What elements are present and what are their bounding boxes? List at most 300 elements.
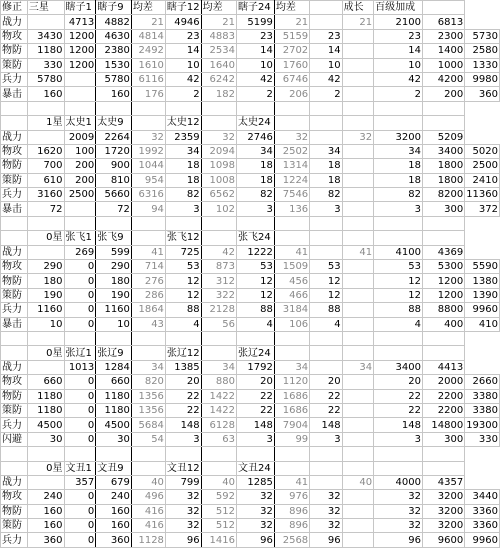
table-cell[interactable]: 102 <box>201 202 236 216</box>
table-cell[interactable]: 34 <box>274 360 309 374</box>
table-cell[interactable]: 976 <box>274 490 309 504</box>
table-cell[interactable]: 12 <box>374 274 423 288</box>
table-cell[interactable] <box>342 317 373 331</box>
table-cell[interactable] <box>422 101 464 115</box>
table-cell[interactable]: 6316 <box>131 188 165 202</box>
table-cell[interactable]: 410 <box>465 317 500 331</box>
table-cell[interactable] <box>342 447 373 461</box>
table-cell[interactable] <box>236 216 274 230</box>
table-cell[interactable] <box>422 346 464 360</box>
table-cell[interactable]: 5199 <box>236 15 274 29</box>
table-cell[interactable]: 太史24 <box>236 116 274 130</box>
table-cell[interactable]: 三星 <box>27 1 64 15</box>
table-cell[interactable] <box>310 331 342 345</box>
table-cell[interactable]: 5730 <box>465 29 500 43</box>
table-cell[interactable]: 修正 <box>1 1 28 15</box>
table-cell[interactable]: 32 <box>374 504 423 518</box>
table-cell[interactable]: 240 <box>96 490 132 504</box>
table-cell[interactable]: 4882 <box>96 15 132 29</box>
table-cell[interactable]: 瞎子1 <box>64 1 96 15</box>
table-cell[interactable] <box>374 231 423 245</box>
table-cell[interactable]: 物攻 <box>1 29 28 43</box>
table-cell[interactable]: 34 <box>201 360 236 374</box>
table-cell[interactable]: 1330 <box>465 58 500 72</box>
table-cell[interactable]: 1200 <box>64 29 96 43</box>
table-cell[interactable]: 物防 <box>1 44 28 58</box>
table-cell[interactable]: 文丑9 <box>96 461 132 475</box>
table-cell[interactable] <box>96 331 132 345</box>
table-cell[interactable]: 18 <box>374 173 423 187</box>
table-cell[interactable] <box>422 231 464 245</box>
table-cell[interactable]: 9600 <box>422 533 464 547</box>
table-cell[interactable] <box>131 331 165 345</box>
table-cell[interactable]: 0 <box>64 490 96 504</box>
table-cell[interactable]: 7546 <box>274 188 309 202</box>
table-cell[interactable]: 1422 <box>201 403 236 417</box>
table-cell[interactable]: 1380 <box>465 274 500 288</box>
table-cell[interactable]: 1285 <box>236 475 274 489</box>
table-cell[interactable]: 策防 <box>1 403 28 417</box>
table-cell[interactable]: 4 <box>374 317 423 331</box>
table-cell[interactable]: 100 <box>64 144 96 158</box>
table-cell[interactable] <box>27 447 64 461</box>
table-cell[interactable] <box>1 231 28 245</box>
table-cell[interactable] <box>27 475 64 489</box>
table-cell[interactable] <box>374 101 423 115</box>
table-cell[interactable]: 0 <box>64 288 96 302</box>
table-cell[interactable]: 1314 <box>274 159 309 173</box>
table-cell[interactable]: 42 <box>165 72 201 86</box>
table-cell[interactable]: 88 <box>310 303 342 317</box>
table-cell[interactable] <box>342 231 373 245</box>
table-cell[interactable]: 679 <box>96 475 132 489</box>
table-cell[interactable]: 策防 <box>1 288 28 302</box>
table-cell[interactable]: 0 <box>64 432 96 446</box>
table-cell[interactable]: 34 <box>310 144 342 158</box>
table-cell[interactable]: 42 <box>236 72 274 86</box>
table-cell[interactable]: 5300 <box>422 260 464 274</box>
table-cell[interactable]: 1992 <box>131 144 165 158</box>
table-cell[interactable]: 物攻 <box>1 375 28 389</box>
table-cell[interactable]: 0 <box>64 418 96 432</box>
table-cell[interactable] <box>131 346 165 360</box>
table-cell[interactable]: 0 <box>64 260 96 274</box>
table-cell[interactable] <box>374 346 423 360</box>
table-cell[interactable]: 799 <box>165 475 201 489</box>
table-cell[interactable]: 5660 <box>96 188 132 202</box>
table-cell[interactable]: 360 <box>96 533 132 547</box>
table-cell[interactable]: 文丑12 <box>166 462 200 474</box>
table-cell[interactable]: 0 <box>64 317 96 331</box>
table-cell[interactable]: 张辽12 <box>166 347 200 359</box>
table-cell[interactable]: 32 <box>342 130 373 144</box>
table-cell[interactable] <box>342 533 373 547</box>
table-cell[interactable]: 3430 <box>27 29 64 43</box>
table-cell[interactable]: 42 <box>310 72 342 86</box>
table-cell[interactable] <box>64 216 96 230</box>
table-cell[interactable]: 物防 <box>1 159 28 173</box>
table-cell[interactable]: 32 <box>374 490 423 504</box>
table-cell[interactable] <box>342 288 373 302</box>
table-cell[interactable]: 策防 <box>1 519 28 533</box>
table-cell[interactable]: 6562 <box>201 188 236 202</box>
table-cell[interactable]: 0星 <box>27 231 64 245</box>
table-cell[interactable]: 12 <box>310 274 342 288</box>
table-cell[interactable] <box>342 188 373 202</box>
table-cell[interactable]: 22 <box>236 403 274 417</box>
table-cell[interactable] <box>310 216 342 230</box>
table-cell[interactable]: 360 <box>27 533 64 547</box>
table-cell[interactable]: 290 <box>27 260 64 274</box>
table-cell[interactable]: 1180 <box>96 389 132 403</box>
table-cell[interactable]: 9980 <box>465 72 500 86</box>
table-cell[interactable]: 19300 <box>466 419 498 431</box>
table-cell[interactable]: 96 <box>236 533 274 547</box>
table-cell[interactable]: 4 <box>165 317 201 331</box>
table-cell[interactable]: 2500 <box>465 159 500 173</box>
table-cell[interactable] <box>236 331 274 345</box>
table-cell[interactable]: 416 <box>131 519 165 533</box>
table-cell[interactable]: 880 <box>201 375 236 389</box>
table-cell[interactable]: 1008 <box>201 173 236 187</box>
table-cell[interactable]: 1284 <box>96 360 132 374</box>
table-cell[interactable]: 1120 <box>274 375 309 389</box>
table-cell[interactable] <box>342 389 373 403</box>
table-cell[interactable]: 1200 <box>422 288 464 302</box>
table-cell[interactable]: 9960 <box>465 303 500 317</box>
table-cell[interactable] <box>422 447 464 461</box>
table-cell[interactable] <box>165 101 201 115</box>
table-cell[interactable]: 2009 <box>64 130 96 144</box>
table-cell[interactable]: 4000 <box>374 475 423 489</box>
table-cell[interactable]: 1128 <box>131 533 165 547</box>
table-cell[interactable]: 32 <box>374 519 423 533</box>
table-cell[interactable]: 物攻 <box>1 260 28 274</box>
table-cell[interactable]: 3200 <box>374 130 423 144</box>
table-cell[interactable] <box>342 144 373 158</box>
table-cell[interactable] <box>274 116 309 130</box>
table-cell[interactable] <box>201 101 236 115</box>
table-cell[interactable]: 22 <box>374 403 423 417</box>
table-cell[interactable]: 53 <box>374 260 423 274</box>
table-cell[interactable]: 18 <box>374 159 423 173</box>
table-cell[interactable]: 兵力 <box>1 188 28 202</box>
table-cell[interactable]: 1686 <box>274 403 309 417</box>
table-cell[interactable]: 12 <box>310 288 342 302</box>
table-cell[interactable]: 1416 <box>201 533 236 547</box>
table-cell[interactable]: 1422 <box>201 389 236 403</box>
table-cell[interactable]: 18 <box>236 173 274 187</box>
table-cell[interactable]: 820 <box>131 375 165 389</box>
table-cell[interactable]: 1640 <box>201 58 236 72</box>
table-cell[interactable]: 8800 <box>422 303 464 317</box>
table-cell[interactable]: 176 <box>131 87 165 101</box>
table-cell[interactable] <box>236 101 274 115</box>
table-cell[interactable]: 4713 <box>64 15 96 29</box>
table-cell[interactable]: 190 <box>96 288 132 302</box>
table-cell[interactable]: 269 <box>64 245 96 259</box>
table-cell[interactable]: 41 <box>274 475 309 489</box>
table-cell[interactable]: 21 <box>201 15 236 29</box>
table-cell[interactable]: 物防 <box>1 274 28 288</box>
table-cell[interactable] <box>342 58 373 72</box>
table-cell[interactable]: 53 <box>236 260 274 274</box>
table-cell[interactable]: 3 <box>310 432 342 446</box>
table-cell[interactable]: 88 <box>165 303 201 317</box>
table-cell[interactable]: 136 <box>274 202 309 216</box>
table-cell[interactable]: 32 <box>165 490 201 504</box>
table-cell[interactable] <box>374 461 423 475</box>
table-cell[interactable]: 357 <box>64 475 96 489</box>
table-cell[interactable]: 1222 <box>236 245 274 259</box>
table-cell[interactable]: 21 <box>342 15 373 29</box>
table-cell[interactable]: 3160 <box>27 188 64 202</box>
table-cell[interactable]: 22 <box>236 389 274 403</box>
table-cell[interactable]: 4500 <box>96 418 132 432</box>
table-cell[interactable] <box>1 101 28 115</box>
table-cell[interactable] <box>64 87 96 101</box>
table-cell[interactable] <box>1 331 28 345</box>
table-cell[interactable]: 4369 <box>422 245 464 259</box>
table-cell[interactable] <box>131 116 165 130</box>
table-cell[interactable]: 286 <box>131 288 165 302</box>
table-cell[interactable]: 20 <box>165 375 201 389</box>
table-cell[interactable]: 5684 <box>131 418 165 432</box>
table-cell[interactable]: 张飞12 <box>166 232 200 244</box>
table-cell[interactable] <box>342 274 373 288</box>
table-cell[interactable] <box>27 130 64 144</box>
table-cell[interactable]: 10 <box>310 58 342 72</box>
table-cell[interactable]: 30 <box>27 432 64 446</box>
table-cell[interactable] <box>342 72 373 86</box>
table-cell[interactable]: 2100 <box>374 15 423 29</box>
table-cell[interactable]: 22 <box>310 389 342 403</box>
table-cell[interactable]: 22 <box>310 403 342 417</box>
table-cell[interactable]: 2200 <box>422 389 464 403</box>
table-cell[interactable] <box>27 101 64 115</box>
table-cell[interactable]: 2568 <box>274 533 309 547</box>
table-cell[interactable] <box>310 1 342 15</box>
table-cell[interactable]: 6813 <box>422 15 464 29</box>
table-cell[interactable]: 22 <box>374 389 423 403</box>
table-cell[interactable]: 660 <box>96 375 132 389</box>
table-cell[interactable] <box>96 447 132 461</box>
table-cell[interactable]: 1800 <box>422 159 464 173</box>
table-cell[interactable]: 700 <box>27 159 64 173</box>
table-cell[interactable]: 4500 <box>27 418 64 432</box>
table-cell[interactable]: 12 <box>165 274 201 288</box>
table-cell[interactable]: 2410 <box>465 173 500 187</box>
table-cell[interactable]: 兵力 <box>1 303 28 317</box>
table-cell[interactable]: 900 <box>96 159 132 173</box>
table-cell[interactable] <box>310 116 342 130</box>
table-cell[interactable]: 9960 <box>465 533 500 547</box>
table-cell[interactable] <box>201 346 236 360</box>
table-cell[interactable]: 5020 <box>465 144 500 158</box>
table-cell[interactable]: 0 <box>64 533 96 547</box>
table-cell[interactable] <box>27 216 64 230</box>
table-cell[interactable] <box>165 331 201 345</box>
table-cell[interactable]: 22 <box>165 403 201 417</box>
table-cell[interactable] <box>1 346 28 360</box>
table-cell[interactable]: 均差 <box>131 1 165 15</box>
table-cell[interactable]: 1760 <box>274 58 309 72</box>
table-cell[interactable]: 32 <box>236 519 274 533</box>
table-cell[interactable] <box>422 331 464 345</box>
table-cell[interactable]: 99 <box>274 432 309 446</box>
table-cell[interactable] <box>374 216 423 230</box>
table-cell[interactable]: 276 <box>131 274 165 288</box>
table-cell[interactable]: 4100 <box>374 245 423 259</box>
table-cell[interactable]: 34 <box>236 144 274 158</box>
table-cell[interactable]: 312 <box>201 274 236 288</box>
table-cell[interactable] <box>165 447 201 461</box>
table-cell[interactable] <box>310 231 342 245</box>
table-cell[interactable]: 1180 <box>96 403 132 417</box>
table-cell[interactable]: 714 <box>131 260 165 274</box>
table-cell[interactable]: 330 <box>465 432 500 446</box>
table-cell[interactable]: 18 <box>165 173 201 187</box>
table-cell[interactable]: 3200 <box>422 519 464 533</box>
table-cell[interactable]: 1720 <box>96 144 132 158</box>
table-cell[interactable]: 张辽1 <box>64 346 96 360</box>
table-cell[interactable]: 1509 <box>274 260 309 274</box>
table-cell[interactable] <box>342 432 373 446</box>
table-cell[interactable]: 1200 <box>422 274 464 288</box>
table-cell[interactable]: 闪避 <box>1 432 28 446</box>
table-cell[interactable]: 14 <box>165 44 201 58</box>
table-cell[interactable] <box>131 231 165 245</box>
table-cell[interactable]: 14 <box>310 44 342 58</box>
table-cell[interactable]: 206 <box>274 87 309 101</box>
table-cell[interactable]: 3360 <box>465 519 500 533</box>
table-cell[interactable]: 32 <box>131 130 165 144</box>
table-cell[interactable]: 400 <box>422 317 464 331</box>
table-cell[interactable]: 82 <box>310 188 342 202</box>
table-cell[interactable]: 53 <box>165 260 201 274</box>
table-cell[interactable] <box>374 447 423 461</box>
table-cell[interactable]: 456 <box>274 274 309 288</box>
table-cell[interactable] <box>342 260 373 274</box>
table-cell[interactable]: 34 <box>165 144 201 158</box>
table-cell[interactable]: 330 <box>27 58 64 72</box>
table-cell[interactable]: 均差 <box>201 1 236 15</box>
table-cell[interactable] <box>131 461 165 475</box>
table-cell[interactable]: 3400 <box>374 360 423 374</box>
table-cell[interactable] <box>310 346 342 360</box>
table-cell[interactable]: 1620 <box>27 144 64 158</box>
table-cell[interactable] <box>342 216 373 230</box>
table-cell[interactable] <box>342 331 373 345</box>
table-cell[interactable]: 20 <box>374 375 423 389</box>
table-cell[interactable]: 0星 <box>27 346 64 360</box>
table-cell[interactable]: 72 <box>27 202 64 216</box>
table-cell[interactable]: 182 <box>201 87 236 101</box>
table-cell[interactable]: 41 <box>131 245 165 259</box>
table-cell[interactable]: 2000 <box>422 375 464 389</box>
table-cell[interactable] <box>274 447 309 461</box>
table-cell[interactable]: 512 <box>201 519 236 533</box>
table-cell[interactable]: 战力 <box>1 130 28 144</box>
table-cell[interactable]: 1385 <box>165 360 201 374</box>
table-cell[interactable]: 战力 <box>1 15 28 29</box>
table-cell[interactable]: 10 <box>374 58 423 72</box>
table-cell[interactable]: 3184 <box>274 303 309 317</box>
table-cell[interactable]: 896 <box>274 519 309 533</box>
table-cell[interactable] <box>64 447 96 461</box>
table-cell[interactable]: 96 <box>374 533 423 547</box>
table-cell[interactable] <box>342 490 373 504</box>
table-cell[interactable]: 3400 <box>422 144 464 158</box>
table-cell[interactable]: 1180 <box>27 44 64 58</box>
table-cell[interactable]: 148 <box>374 418 423 432</box>
table-cell[interactable] <box>27 360 64 374</box>
table-cell[interactable]: 6746 <box>274 72 309 86</box>
table-cell[interactable]: 物防 <box>1 389 28 403</box>
table-cell[interactable]: 1180 <box>27 389 64 403</box>
table-cell[interactable]: 2359 <box>165 130 201 144</box>
table-cell[interactable] <box>310 15 342 29</box>
table-cell[interactable]: 0 <box>64 274 96 288</box>
table-cell[interactable] <box>201 216 236 230</box>
table-cell[interactable]: 2660 <box>465 375 500 389</box>
table-cell[interactable]: 372 <box>465 202 500 216</box>
table-cell[interactable]: 兵力 <box>1 418 28 432</box>
table-cell[interactable]: 18 <box>236 159 274 173</box>
table-cell[interactable]: 200 <box>64 173 96 187</box>
table-cell[interactable]: 5159 <box>274 29 309 43</box>
table-cell[interactable] <box>201 231 236 245</box>
table-cell[interactable] <box>96 216 132 230</box>
table-cell[interactable]: 3200 <box>422 490 464 504</box>
table-cell[interactable]: 41 <box>342 245 373 259</box>
table-cell[interactable]: 160 <box>27 504 64 518</box>
table-cell[interactable]: 360 <box>465 87 500 101</box>
table-cell[interactable] <box>201 447 236 461</box>
table-cell[interactable]: 88 <box>374 303 423 317</box>
table-cell[interactable] <box>64 72 96 86</box>
table-cell[interactable]: 2 <box>374 87 423 101</box>
table-cell[interactable]: 2500 <box>64 188 96 202</box>
table-cell[interactable]: 300 <box>422 202 464 216</box>
table-cell[interactable] <box>64 101 96 115</box>
table-cell[interactable]: 张飞9 <box>96 231 132 245</box>
table-cell[interactable]: 8200 <box>422 188 464 202</box>
table-cell[interactable]: 12 <box>236 288 274 302</box>
table-cell[interactable]: 32 <box>274 130 309 144</box>
table-cell[interactable]: 180 <box>96 274 132 288</box>
table-cell[interactable]: 2200 <box>422 403 464 417</box>
table-cell[interactable]: 1792 <box>236 360 274 374</box>
table-cell[interactable]: 94 <box>131 202 165 216</box>
table-cell[interactable]: 660 <box>27 375 64 389</box>
table-cell[interactable]: 14800 <box>422 418 464 432</box>
table-cell[interactable]: 160 <box>27 519 64 533</box>
table-cell[interactable]: 暴击 <box>1 317 28 331</box>
table-cell[interactable] <box>201 461 236 475</box>
table-cell[interactable] <box>342 346 373 360</box>
table-cell[interactable]: 7904 <box>274 418 309 432</box>
table-cell[interactable]: 10 <box>27 317 64 331</box>
table-cell[interactable]: 599 <box>96 245 132 259</box>
table-cell[interactable] <box>1 116 28 130</box>
table-cell[interactable]: 240 <box>27 490 64 504</box>
table-cell[interactable]: 148 <box>165 418 201 432</box>
table-cell[interactable]: 策防 <box>1 173 28 187</box>
table-cell[interactable]: 物防 <box>1 504 28 518</box>
table-cell[interactable]: 物攻 <box>1 490 28 504</box>
table-cell[interactable]: 战力 <box>1 475 28 489</box>
